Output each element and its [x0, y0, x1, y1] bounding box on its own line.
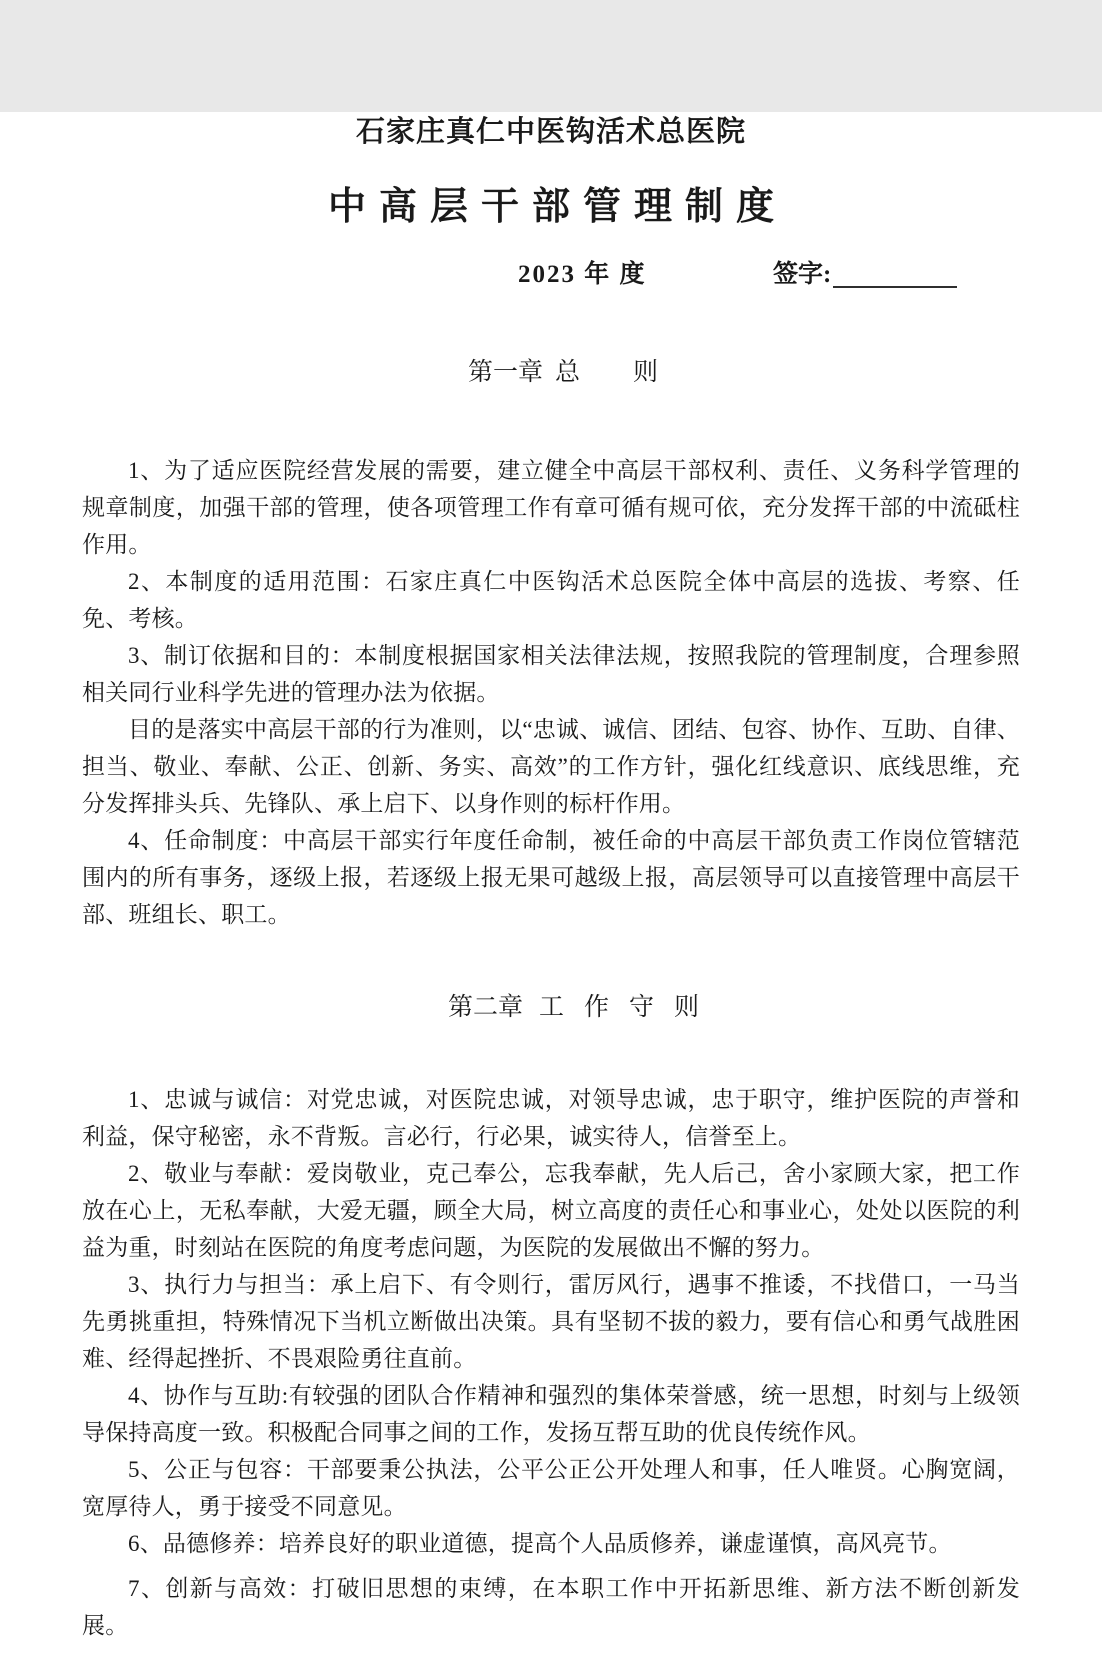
chapter2-paragraph-5: 5、公正与包容：干部要秉公执法，公平公正公开处理人和事，任人唯贤。心胸宽阔，宽厚待人，勇于接受不同意见。	[82, 1457, 1020, 1519]
chapter2-paragraph-3: 3、执行力与担当：承上启下、有令则行，雷厉风行，遇事不推诿，不找借口，一马当先勇挑重担，特殊情况下当机立断做出决策。具有坚韧不拔的毅力，要有信心和勇气战胜困难、经得起挫折、不畏艰险勇往直前。	[82, 1272, 1020, 1371]
signature-label: 签字:	[773, 261, 832, 288]
chapter2-body	[82, 1081, 1020, 1644]
chapter1-heading	[82, 317, 1020, 428]
chapter2-number: 第二章	[447, 994, 523, 1021]
chapter1-paragraph-5: 4、任命制度：中高层干部实行年度任命制，被任命的中高层干部负责工作岗位管辖范围内的所有事务，逐级上报，若逐级上报无果可越级上报，高层领导可以直接管理中高层干部、班组长、职工。	[82, 828, 1020, 927]
hospital-title: 石家庄真仁中医钩活术总医院	[355, 116, 746, 148]
chapter2-title: 工作守则	[539, 994, 720, 1021]
chapter2-paragraph-4: 4、协作与互助:有较强的团队合作精神和强烈的集体荣誉感，统一思想，时刻与上级领导保持高度一致。积极配合同事之间的工作，发扬互帮互助的优良传统作风。	[82, 1383, 1020, 1445]
chapter1-paragraph-2: 2、本制度的适用范围：石家庄真仁中医钩活术总医院全体中高层的选拔、考察、任免、考核。	[82, 569, 1020, 631]
document-page	[0, 112, 1102, 1671]
year-label: 2023 年 度	[518, 261, 647, 288]
document-title: 中高层干部管理制度	[327, 186, 787, 228]
chapter2-paragraph-6: 6、品德修养：培养良好的职业道德，提高个人品质修养，谦虚谨慎，高风亮节。	[128, 1531, 952, 1556]
chapter2-paragraph-7: 7、创新与高效：打破旧思想的束缚，在本职工作中开拓新思维、新方法不断创新发展。	[82, 1576, 1020, 1638]
chapter1-title: 总 则	[555, 359, 660, 386]
chapter2-heading	[82, 952, 1020, 1063]
signature-line	[833, 260, 957, 288]
chapter2-paragraph-2: 2、敬业与奉献：爱岗敬业，克己奉公，忘我奉献，先人后己，舍小家顾大家，把工作放在心上，无私奉献，大爱无疆，顾全大局，树立高度的责任心和事业心，处处以医院的利益为重，时刻站在医院的角度考虑问题，为医院的发展做出不懈的努力。	[82, 1161, 1020, 1260]
chapter1-paragraph-1: 1、为了适应医院经营发展的需要，建立健全中高层干部权利、责任、义务科学管理的规章制度，加强干部的管理，使各项管理工作有章可循有规可依，充分发挥干部的中流砥柱作用。	[82, 458, 1020, 557]
chapter1-paragraph-4: 目的是落实中高层干部的行为准则，以“忠诚、诚信、团结、包容、协作、互助、自律、担当、敬业、奉献、公正、创新、务实、高效”的工作方针，强化红线意识、底线思维，充分发挥排头兵、先锋队、承上启下、以身作则的标杆作用。	[82, 717, 1021, 816]
meta-row	[82, 256, 1020, 293]
chapter1-body	[82, 452, 1020, 933]
chapter1-paragraph-3: 3、制订依据和目的：本制度根据国家相关法律法规，按照我院的管理制度，合理参照相关同行业科学先进的管理办法为依据。	[82, 643, 1020, 705]
chapter2-paragraph-1: 1、忠诚与诚信：对党忠诚，对医院忠诚，对领导忠诚，忠于职守，维护医院的声誉和利益，保守秘密，永不背叛。言必行，行必果，诚实待人，信誉至上。	[82, 1087, 1020, 1149]
chapter1-number: 第一章	[467, 359, 543, 386]
